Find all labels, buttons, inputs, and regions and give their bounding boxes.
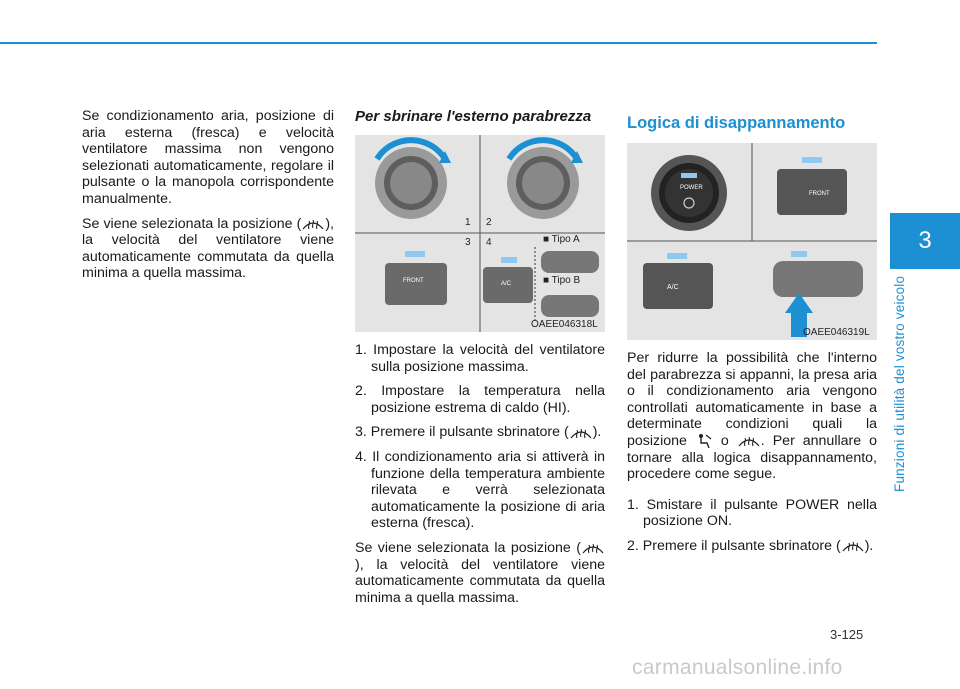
chapter-tab: 3 — [890, 213, 960, 269]
right-column — [627, 108, 877, 563]
figure-number-2: 2 — [486, 217, 492, 228]
defrost-step-1: 1. Impostare la velocità del ventilatore sulla posizione massima. — [355, 342, 605, 375]
defog-steps — [627, 497, 877, 555]
figure-number-4: 4 — [486, 237, 492, 248]
watermark: carmanualsonline.info — [632, 656, 843, 679]
section-heading-defog-logic: Logica di disappannamento — [627, 114, 846, 132]
section-heading-defrost: Per sbrinare l'esterno parabrezza — [355, 108, 592, 125]
figure-code: OAEE046318L — [531, 319, 598, 330]
right-paragraph: Per ridurre la possibilità che l'interno del parabrezza si appanni, la presa aria o il condizionamento aria vengono controllati automaticamente in base a determinate condizioni quali la posizione o . Per annullare o tornare alla logica disappannamento, procedere come segue. — [627, 350, 877, 483]
chapter-title: Funzioni di utilità del vostro veicolo — [892, 275, 907, 492]
defrost-step-2: 2. Impostare la temperatura nella posizione estrema di caldo (HI). — [355, 383, 605, 416]
middle-column — [355, 108, 605, 614]
defrost-windshield-icon — [301, 217, 325, 231]
figure-defrost-controls — [355, 135, 605, 332]
defrost-windshield-icon — [737, 434, 761, 448]
page-number: 3-125 — [830, 627, 864, 642]
middle-paragraph: Se viene selezionata la posizione (), la velocità del ventilatore viene automaticamente commutata da quella minima a quella massima. — [355, 539, 605, 606]
defrost-step-4: 4. Il condizionamento aria si attiverà in funzione della temperatura ambiente rilevata e verrà selezionata automaticamente la posizione di aria esterna (fresca). — [355, 448, 605, 532]
defrost-step-3: 3. Premere il pulsante sbrinatore ( ). — [355, 424, 602, 441]
defrost-windshield-icon — [841, 539, 865, 553]
floor-defrost-mode-icon — [695, 433, 713, 449]
defog-step-2: 2. Premere il pulsante sbrinatore ( ). — [627, 537, 874, 554]
ac-button-label: A/C — [501, 281, 512, 287]
figure-code: OAEE046319L — [803, 327, 870, 338]
left-paragraph-2: Se viene selezionata la posizione ( ), la velocità del ventilatore viene automaticamente commutata da quella minima a quella massima. — [82, 215, 334, 282]
left-paragraph-1: Se condizionamento aria, posizione di aria esterna (fresca) e velocità ventilatore massima non vengono selezionati automaticamente, regolare il pulsante o la manopola corrispondente manualmente. — [82, 108, 334, 207]
top-rule — [0, 42, 877, 44]
left-column — [82, 108, 334, 290]
front-button-label: FRONT — [403, 278, 424, 284]
defrost-windshield-icon — [569, 426, 593, 440]
power-button-label: POWER — [680, 185, 703, 191]
figure-number-3: 3 — [465, 237, 471, 248]
figure-defog-illustration — [627, 143, 877, 340]
front-button-label: FRONT — [809, 191, 830, 197]
figure-number-1: 1 — [465, 217, 471, 228]
defrost-steps — [355, 342, 605, 532]
ac-button-label: A/C — [667, 284, 679, 291]
defrost-windshield-icon — [581, 541, 605, 555]
tipo-a-label: ■ Tipo A — [543, 234, 580, 245]
defog-step-1: 1. Smistare il pulsante POWER nella posizione ON. — [627, 496, 877, 530]
figure-defog-controls — [627, 143, 877, 340]
tipo-b-label: ■ Tipo B — [543, 275, 581, 286]
